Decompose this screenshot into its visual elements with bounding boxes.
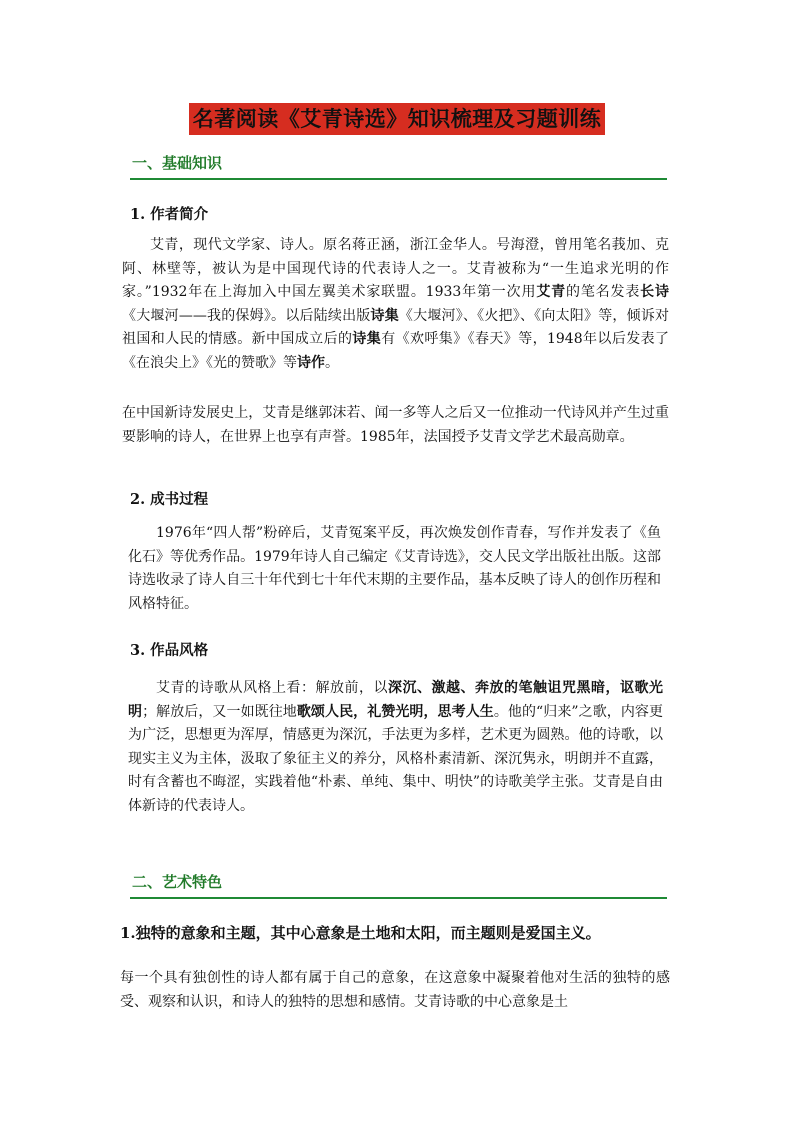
bold-text-run: 诗作 [297, 354, 325, 371]
text-run: 的笔名发表 [565, 284, 641, 300]
text-run: ；解放后，又一如既往地 [142, 703, 297, 720]
text-run: 。他的“归来”之歌，内容更为广泛，思想更为浑厚，情感更为深沉，手法更为多样，艺术更为圆熟。他的诗歌，以现实主义为主体，汲取了象征主义的养分，风格朴素清新、深沉隽永，明朗并不直露，时有含蓄也不晦涩，实践着他“朴素、单纯、集中、明快”的诗歌美学主张。艾青是自由体新诗的代表诗人。 [128, 703, 664, 814]
author-influence-paragraph: 在中国新诗发展史上，艾青是继郭沫若、闻一多等人之后又一位推动一代诗风并产生过重要影响的诗人，在世界上也享有声誉。1985年，法国授予艾青文学艺术最高勋章。 [122, 405, 669, 445]
subheading-style: 3. 作品风格 [130, 642, 209, 659]
style-paragraph [128, 677, 663, 818]
subheading-writing-process: 2. 成书过程 [130, 491, 209, 508]
section-divider [130, 897, 667, 899]
writing-process-paragraph: 1976年“四人帮”粉碎后，艾青冤案平反，再次焕发创作青春，写作并发表了《鱼化石》等优秀作品。1979年诗人自己编定《艾青诗选》，交人民文学出版社出版。这部诗选收录了诗人自三十年代到七十年代末期的主要作品，基本反映了诗人的创作历程和风格特征。 [128, 525, 661, 612]
section-artistic-features [130, 871, 667, 899]
section-heading: 二、艺术特色 [132, 873, 223, 891]
text-run: 。 [325, 354, 339, 371]
section-heading: 一、基础知识 [132, 154, 223, 172]
imagery-paragraph: 每一个具有独创性的诗人都有属于自己的意象，在这意象中凝聚着他对生活的独特的感受、观察和认识，和诗人的独特的思想和感情。艾青诗歌的中心意象是土 [120, 970, 670, 1010]
section-basic-knowledge [130, 152, 667, 180]
subheading-author: 1. 作者简介 [130, 206, 209, 223]
bold-text-run: 歌颂人民，礼赞光明，思考人生 [296, 703, 494, 720]
bold-text-run: 长诗 [640, 284, 670, 300]
title-wrap [0, 103, 794, 135]
page-title: 名著阅读《艾青诗选》知识梳理及习题训练 [189, 103, 606, 135]
bold-text-run: 深沉、激越、奔放的笔触诅咒黑暗，讴歌光明 [128, 680, 663, 720]
text-run: 艾青的诗歌从风格上看：解放前，以 [156, 680, 388, 696]
feature-item-1: 1.独特的意象和主题，其中心意象是土地和太阳，而主题则是爱国主义。 [120, 924, 601, 942]
text-run: 有《欢呼集》《春天》等，1948年以后发表了《在浪尖上》《光的赞歌》等 [122, 331, 670, 371]
author-intro-paragraph [122, 234, 669, 375]
text-run: 《大堰河》、《火把》、《向太阳》等，倾诉对祖国和人民的情感。新中国成立后的 [122, 307, 670, 347]
section-divider [130, 178, 667, 180]
text-run: 艾青，现代文学家、诗人。原名蒋正涵，浙江金华人。号海澄，曾用笔名莪加、克阿、林壁等，被认为是中国现代诗的代表诗人之一。艾青被称为“一生追求光明的作家。”1932年在上海加入中国左翼美术家联盟。1933年第一次用 [122, 237, 669, 300]
bold-text-run: 诗集 [370, 307, 399, 324]
bold-text-run: 诗集 [352, 331, 382, 347]
bold-text-run: 艾青 [536, 284, 566, 300]
text-run: 《大堰河——我的保姆》。以后陆续出版 [122, 307, 371, 324]
